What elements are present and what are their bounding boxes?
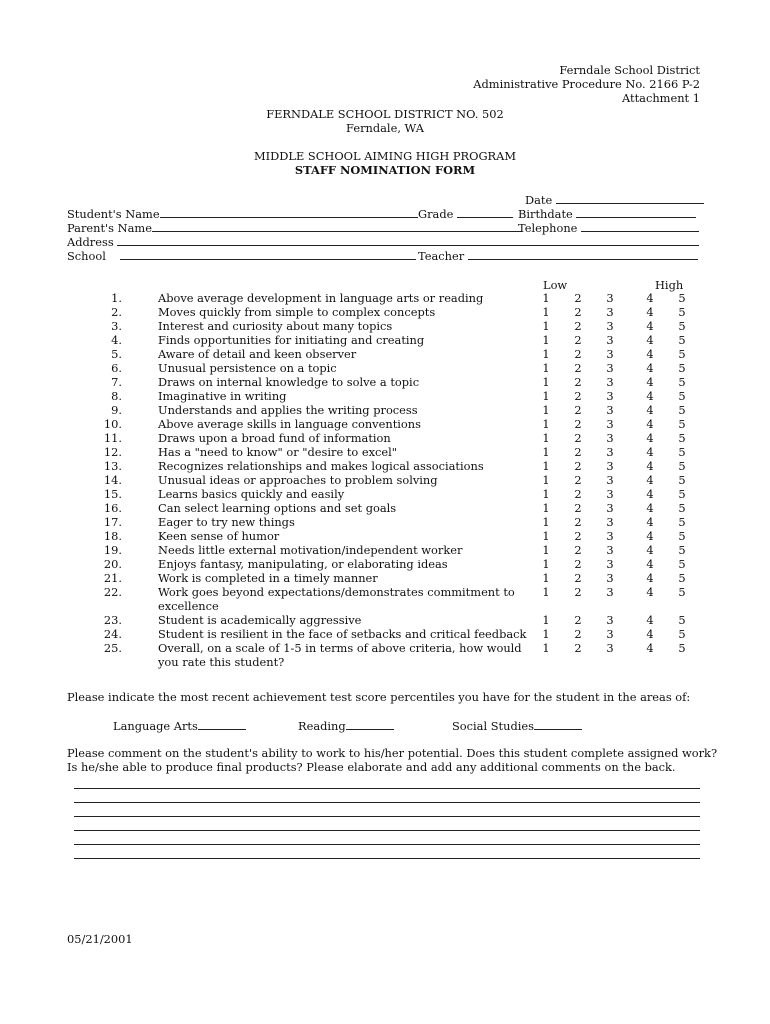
criterion-number: 14. xyxy=(103,473,122,487)
criterion-number: 19. xyxy=(103,543,122,557)
criterion-row xyxy=(0,375,770,389)
criterion-row xyxy=(0,347,770,361)
criterion-row xyxy=(0,473,770,487)
rating-option-4[interactable]: 4 xyxy=(646,459,654,473)
rating-option-5[interactable]: 5 xyxy=(678,431,686,445)
criterion-row xyxy=(0,333,770,347)
rating-option-4[interactable]: 4 xyxy=(646,417,654,431)
rating-option-3[interactable]: 3 xyxy=(606,529,614,543)
criterion-number: 7. xyxy=(111,375,122,389)
comments-prompt-line1: Please comment on the student's ability to work to his/her potential. Does this student complete assigned work? xyxy=(67,746,718,760)
language-arts-blank[interactable] xyxy=(198,718,246,730)
date-label: Date xyxy=(525,193,553,207)
rating-option-2[interactable]: 2 xyxy=(574,403,582,417)
rating-option-3[interactable]: 3 xyxy=(606,571,614,585)
address-field[interactable] xyxy=(67,234,699,249)
criterion-text: Unusual ideas or approaches to problem solving xyxy=(158,473,438,487)
criterion-row xyxy=(0,445,770,459)
birthdate-blank[interactable] xyxy=(576,206,696,218)
language-arts-field[interactable] xyxy=(113,718,246,733)
criterion-row xyxy=(0,543,770,557)
criterion-row xyxy=(0,319,770,333)
rating-option-5[interactable]: 5 xyxy=(678,333,686,347)
rating-option-2[interactable]: 2 xyxy=(574,473,582,487)
rating-option-1[interactable]: 1 xyxy=(542,487,550,501)
rating-option-1[interactable]: 1 xyxy=(542,291,550,305)
rating-option-4[interactable]: 4 xyxy=(646,403,654,417)
scale-low-label: Low xyxy=(543,278,568,292)
rating-option-3[interactable]: 3 xyxy=(606,641,614,655)
criterion-number: 2. xyxy=(111,305,122,319)
rating-option-5[interactable]: 5 xyxy=(678,361,686,375)
rating-option-4[interactable]: 4 xyxy=(646,515,654,529)
criterion-row xyxy=(0,361,770,375)
criterion-row xyxy=(0,585,770,613)
rating-option-1[interactable]: 1 xyxy=(542,347,550,361)
language-arts-label: Language Arts xyxy=(113,719,198,733)
rating-option-5[interactable]: 5 xyxy=(678,501,686,515)
rating-option-1[interactable]: 1 xyxy=(542,333,550,347)
rating-option-4[interactable]: 4 xyxy=(646,641,654,655)
rating-option-2[interactable]: 2 xyxy=(574,459,582,473)
rating-option-1[interactable]: 1 xyxy=(542,501,550,515)
social-studies-label: Social Studies xyxy=(452,719,534,733)
telephone-blank[interactable] xyxy=(581,220,699,232)
rating-option-1[interactable]: 1 xyxy=(542,319,550,333)
rating-option-2[interactable]: 2 xyxy=(574,501,582,515)
date-field[interactable] xyxy=(525,192,704,207)
rating-option-5[interactable]: 5 xyxy=(678,305,686,319)
rating-option-3[interactable]: 3 xyxy=(606,305,614,319)
rating-option-2[interactable]: 2 xyxy=(574,487,582,501)
criterion-number: 11. xyxy=(103,431,122,445)
rating-option-3[interactable]: 3 xyxy=(606,459,614,473)
rating-option-5[interactable]: 5 xyxy=(678,557,686,571)
rating-option-4[interactable]: 4 xyxy=(646,431,654,445)
criterion-row xyxy=(0,291,770,305)
criterion-row xyxy=(0,459,770,473)
criterion-row xyxy=(0,487,770,501)
criterion-number: 22. xyxy=(103,585,122,599)
rating-option-4[interactable]: 4 xyxy=(646,487,654,501)
rating-option-5[interactable]: 5 xyxy=(678,529,686,543)
rating-option-2[interactable]: 2 xyxy=(574,627,582,641)
criterion-number: 17. xyxy=(103,515,122,529)
scores-prompt: Please indicate the most recent achievement test score percentiles you have for the student in the areas of: xyxy=(67,690,691,704)
criterion-text: Eager to try new things xyxy=(158,515,295,529)
attachment-label: Attachment 1 xyxy=(621,91,700,105)
criterion-text: Can select learning options and set goals xyxy=(158,501,397,515)
rating-option-3[interactable]: 3 xyxy=(606,445,614,459)
rating-option-2[interactable]: 2 xyxy=(574,571,582,585)
criterion-text: Unusual persistence on a topic xyxy=(158,361,337,375)
rating-option-2[interactable]: 2 xyxy=(574,375,582,389)
rating-option-5[interactable]: 5 xyxy=(678,473,686,487)
rating-option-2[interactable]: 2 xyxy=(574,431,582,445)
rating-option-2[interactable]: 2 xyxy=(574,613,582,627)
criterion-text: Learns basics quickly and easily xyxy=(158,487,345,501)
rating-option-3[interactable]: 3 xyxy=(606,389,614,403)
criterion-number: 1. xyxy=(111,291,122,305)
criterion-row xyxy=(0,501,770,515)
criterion-number: 3. xyxy=(111,319,122,333)
criterion-text: Aware of detail and keen observer xyxy=(158,347,357,361)
grade-label: Grade xyxy=(418,207,454,221)
rating-option-5[interactable]: 5 xyxy=(678,543,686,557)
rating-option-1[interactable]: 1 xyxy=(542,529,550,543)
rating-option-5[interactable]: 5 xyxy=(678,515,686,529)
school-field[interactable] xyxy=(67,248,416,263)
criterion-text: Finds opportunities for initiating and creating xyxy=(158,333,425,347)
rating-option-2[interactable]: 2 xyxy=(574,361,582,375)
rating-option-2[interactable]: 2 xyxy=(574,543,582,557)
criterion-number: 20. xyxy=(103,557,122,571)
criterion-text: Student is academically aggressive xyxy=(158,613,362,627)
rating-option-2[interactable]: 2 xyxy=(574,445,582,459)
criterion-text: Imaginative in writing xyxy=(158,389,287,403)
rating-option-4[interactable]: 4 xyxy=(646,613,654,627)
rating-option-1[interactable]: 1 xyxy=(542,305,550,319)
teacher-blank[interactable] xyxy=(468,248,698,260)
district-number: FERNDALE SCHOOL DISTRICT NO. 502 xyxy=(266,107,504,121)
rating-option-2[interactable]: 2 xyxy=(574,291,582,305)
rating-option-5[interactable]: 5 xyxy=(678,627,686,641)
rating-option-1[interactable]: 1 xyxy=(542,375,550,389)
rating-option-3[interactable]: 3 xyxy=(606,501,614,515)
rating-option-2[interactable]: 2 xyxy=(574,347,582,361)
rating-option-2[interactable]: 2 xyxy=(574,557,582,571)
criterion-number: 23. xyxy=(103,613,122,627)
criterion-row xyxy=(0,431,770,445)
rating-option-3[interactable]: 3 xyxy=(606,487,614,501)
rating-option-4[interactable]: 4 xyxy=(646,627,654,641)
rating-option-4[interactable]: 4 xyxy=(646,319,654,333)
comment-line[interactable] xyxy=(74,844,700,845)
rating-option-4[interactable]: 4 xyxy=(646,347,654,361)
rating-option-2[interactable]: 2 xyxy=(574,305,582,319)
rating-option-1[interactable]: 1 xyxy=(542,515,550,529)
criterion-row xyxy=(0,417,770,431)
comment-line[interactable] xyxy=(74,788,700,789)
criterion-text: Draws upon a broad fund of information xyxy=(158,431,391,445)
rating-option-1[interactable]: 1 xyxy=(542,417,550,431)
rating-option-4[interactable]: 4 xyxy=(646,585,654,599)
form-title: STAFF NOMINATION FORM xyxy=(294,163,476,177)
rating-option-5[interactable]: 5 xyxy=(678,417,686,431)
rating-option-3[interactable]: 3 xyxy=(606,319,614,333)
criterion-text: Above average skills in language conventions xyxy=(158,417,421,431)
criterion-row xyxy=(0,557,770,571)
rating-option-3[interactable]: 3 xyxy=(606,403,614,417)
rating-option-4[interactable]: 4 xyxy=(646,571,654,585)
social-studies-field[interactable] xyxy=(452,718,582,733)
criterion-row xyxy=(0,641,770,669)
rating-option-5[interactable]: 5 xyxy=(678,641,686,655)
school-blank[interactable] xyxy=(120,248,416,260)
rating-option-2[interactable]: 2 xyxy=(574,319,582,333)
address-blank[interactable] xyxy=(117,234,699,246)
criterion-text: Keen sense of humor xyxy=(158,529,280,543)
criterion-row xyxy=(0,571,770,585)
parent-name-blank[interactable] xyxy=(152,220,522,232)
parent-name-field[interactable] xyxy=(67,220,522,235)
rating-option-2[interactable]: 2 xyxy=(574,515,582,529)
teacher-label: Teacher xyxy=(418,249,465,263)
criterion-text: Recognizes relationships and makes logical associations xyxy=(158,459,484,473)
criterion-number: 15. xyxy=(103,487,122,501)
rating-option-2[interactable]: 2 xyxy=(574,641,582,655)
district-location: Ferndale, WA xyxy=(346,121,424,135)
criterion-row xyxy=(0,305,770,319)
criterion-row xyxy=(0,627,770,641)
rating-option-3[interactable]: 3 xyxy=(606,473,614,487)
rating-option-4[interactable]: 4 xyxy=(646,375,654,389)
rating-option-1[interactable]: 1 xyxy=(542,557,550,571)
rating-option-3[interactable]: 3 xyxy=(606,543,614,557)
criterion-number: 18. xyxy=(103,529,122,543)
criterion-number: 21. xyxy=(103,571,122,585)
rating-option-1[interactable]: 1 xyxy=(542,403,550,417)
rating-option-4[interactable]: 4 xyxy=(646,529,654,543)
criterion-number: 8. xyxy=(111,389,122,403)
criterion-text: Interest and curiosity about many topics xyxy=(158,319,393,333)
social-studies-blank[interactable] xyxy=(534,718,582,730)
criterion-text: Moves quickly from simple to complex concepts xyxy=(158,305,436,319)
rating-option-5[interactable]: 5 xyxy=(678,445,686,459)
rating-option-3[interactable]: 3 xyxy=(606,361,614,375)
rating-option-5[interactable]: 5 xyxy=(678,291,686,305)
criterion-text: Overall, on a scale of 1-5 in terms of above criteria, how would you rate this student? xyxy=(158,641,522,669)
criterion-row xyxy=(0,403,770,417)
comment-line[interactable] xyxy=(74,830,700,831)
rating-option-3[interactable]: 3 xyxy=(606,347,614,361)
procedure-number: Administrative Procedure No. 2166 P-2 xyxy=(473,77,700,91)
rating-option-1[interactable]: 1 xyxy=(542,613,550,627)
student-name-blank[interactable] xyxy=(160,206,418,218)
grade-field[interactable] xyxy=(418,206,513,221)
rating-option-3[interactable]: 3 xyxy=(606,375,614,389)
rating-option-5[interactable]: 5 xyxy=(678,459,686,473)
rating-option-3[interactable]: 3 xyxy=(606,431,614,445)
reading-blank[interactable] xyxy=(346,718,394,730)
rating-option-5[interactable]: 5 xyxy=(678,375,686,389)
rating-option-2[interactable]: 2 xyxy=(574,585,582,599)
reading-label: Reading xyxy=(298,719,346,733)
rating-option-1[interactable]: 1 xyxy=(542,389,550,403)
grade-blank[interactable] xyxy=(457,206,513,218)
criterion-text: Student is resilient in the face of setbacks and critical feedback xyxy=(158,627,527,641)
criterion-row xyxy=(0,529,770,543)
rating-option-1[interactable]: 1 xyxy=(542,585,550,599)
rating-option-1[interactable]: 1 xyxy=(542,459,550,473)
student-name-field[interactable] xyxy=(67,206,418,221)
rating-option-1[interactable]: 1 xyxy=(542,543,550,557)
rating-option-5[interactable]: 5 xyxy=(678,319,686,333)
criterion-number: 6. xyxy=(111,361,122,375)
rating-option-4[interactable]: 4 xyxy=(646,557,654,571)
criterion-number: 5. xyxy=(111,347,122,361)
reading-field[interactable] xyxy=(298,718,394,733)
program-title: MIDDLE SCHOOL AIMING HIGH PROGRAM xyxy=(253,149,517,163)
rating-option-1[interactable]: 1 xyxy=(542,627,550,641)
criterion-row xyxy=(0,515,770,529)
birthdate-field[interactable] xyxy=(518,206,696,221)
rating-option-4[interactable]: 4 xyxy=(646,333,654,347)
rating-option-4[interactable]: 4 xyxy=(646,361,654,375)
rating-option-1[interactable]: 1 xyxy=(542,361,550,375)
rating-option-4[interactable]: 4 xyxy=(646,305,654,319)
criterion-number: 25. xyxy=(103,641,122,655)
criterion-row xyxy=(0,613,770,627)
school-label: School xyxy=(67,249,106,263)
criterion-number: 13. xyxy=(103,459,122,473)
rating-option-2[interactable]: 2 xyxy=(574,529,582,543)
scale-high-label: High xyxy=(655,278,684,292)
rating-option-1[interactable]: 1 xyxy=(542,431,550,445)
criterion-number: 24. xyxy=(103,627,122,641)
criterion-text: Needs little external motivation/independent worker xyxy=(158,543,463,557)
telephone-label: Telephone xyxy=(518,221,578,235)
rating-option-4[interactable]: 4 xyxy=(646,543,654,557)
date-blank[interactable] xyxy=(556,192,704,204)
rating-option-1[interactable]: 1 xyxy=(542,641,550,655)
rating-option-4[interactable]: 4 xyxy=(646,389,654,403)
rating-option-5[interactable]: 5 xyxy=(678,389,686,403)
rating-option-5[interactable]: 5 xyxy=(678,403,686,417)
rating-option-3[interactable]: 3 xyxy=(606,515,614,529)
parent-name-label: Parent's Name xyxy=(67,221,152,235)
rating-option-4[interactable]: 4 xyxy=(646,501,654,515)
teacher-field[interactable] xyxy=(418,248,698,263)
criterion-number: 4. xyxy=(111,333,122,347)
rating-option-3[interactable]: 3 xyxy=(606,627,614,641)
comment-line[interactable] xyxy=(74,816,700,817)
rating-option-1[interactable]: 1 xyxy=(542,445,550,459)
rating-option-3[interactable]: 3 xyxy=(606,333,614,347)
district-name: Ferndale School District xyxy=(559,63,700,77)
telephone-field[interactable] xyxy=(518,220,699,235)
criterion-number: 12. xyxy=(103,445,122,459)
rating-option-2[interactable]: 2 xyxy=(574,333,582,347)
rating-option-5[interactable]: 5 xyxy=(678,571,686,585)
rating-option-4[interactable]: 4 xyxy=(646,473,654,487)
criterion-text: Work goes beyond expectations/demonstrates commitment to excellence xyxy=(158,585,515,613)
rating-option-5[interactable]: 5 xyxy=(678,347,686,361)
rating-option-1[interactable]: 1 xyxy=(542,473,550,487)
rating-option-3[interactable]: 3 xyxy=(606,613,614,627)
rating-option-2[interactable]: 2 xyxy=(574,389,582,403)
rating-option-5[interactable]: 5 xyxy=(678,613,686,627)
rating-option-3[interactable]: 3 xyxy=(606,417,614,431)
criterion-number: 9. xyxy=(111,403,122,417)
rating-option-2[interactable]: 2 xyxy=(574,417,582,431)
birthdate-label: Birthdate xyxy=(518,207,573,221)
rating-option-3[interactable]: 3 xyxy=(606,291,614,305)
rating-option-3[interactable]: 3 xyxy=(606,585,614,599)
criterion-text: Work is completed in a timely manner xyxy=(158,571,378,585)
rating-option-3[interactable]: 3 xyxy=(606,557,614,571)
criterion-text: Above average development in language arts or reading xyxy=(158,291,484,305)
student-name-label: Student's Name xyxy=(67,207,160,221)
criterion-text: Enjoys fantasy, manipulating, or elaborating ideas xyxy=(158,557,448,571)
rating-option-4[interactable]: 4 xyxy=(646,445,654,459)
criterion-number: 16. xyxy=(103,501,122,515)
rating-option-4[interactable]: 4 xyxy=(646,291,654,305)
criterion-text: Has a "need to know" or "desire to excel" xyxy=(158,445,398,459)
rating-option-1[interactable]: 1 xyxy=(542,571,550,585)
footer-date: 05/21/2001 xyxy=(67,932,133,946)
comment-line[interactable] xyxy=(74,802,700,803)
criterion-row xyxy=(0,389,770,403)
rating-option-5[interactable]: 5 xyxy=(678,487,686,501)
rating-option-5[interactable]: 5 xyxy=(678,585,686,599)
address-label: Address xyxy=(67,235,114,249)
comment-line[interactable] xyxy=(74,858,700,859)
criterion-number: 10. xyxy=(103,417,122,431)
criterion-text: Draws on internal knowledge to solve a topic xyxy=(158,375,420,389)
criterion-text: Understands and applies the writing process xyxy=(158,403,418,417)
comments-prompt-line2: Is he/she able to produce final products? Please elaborate and add any additional comments on the back. xyxy=(67,760,676,774)
